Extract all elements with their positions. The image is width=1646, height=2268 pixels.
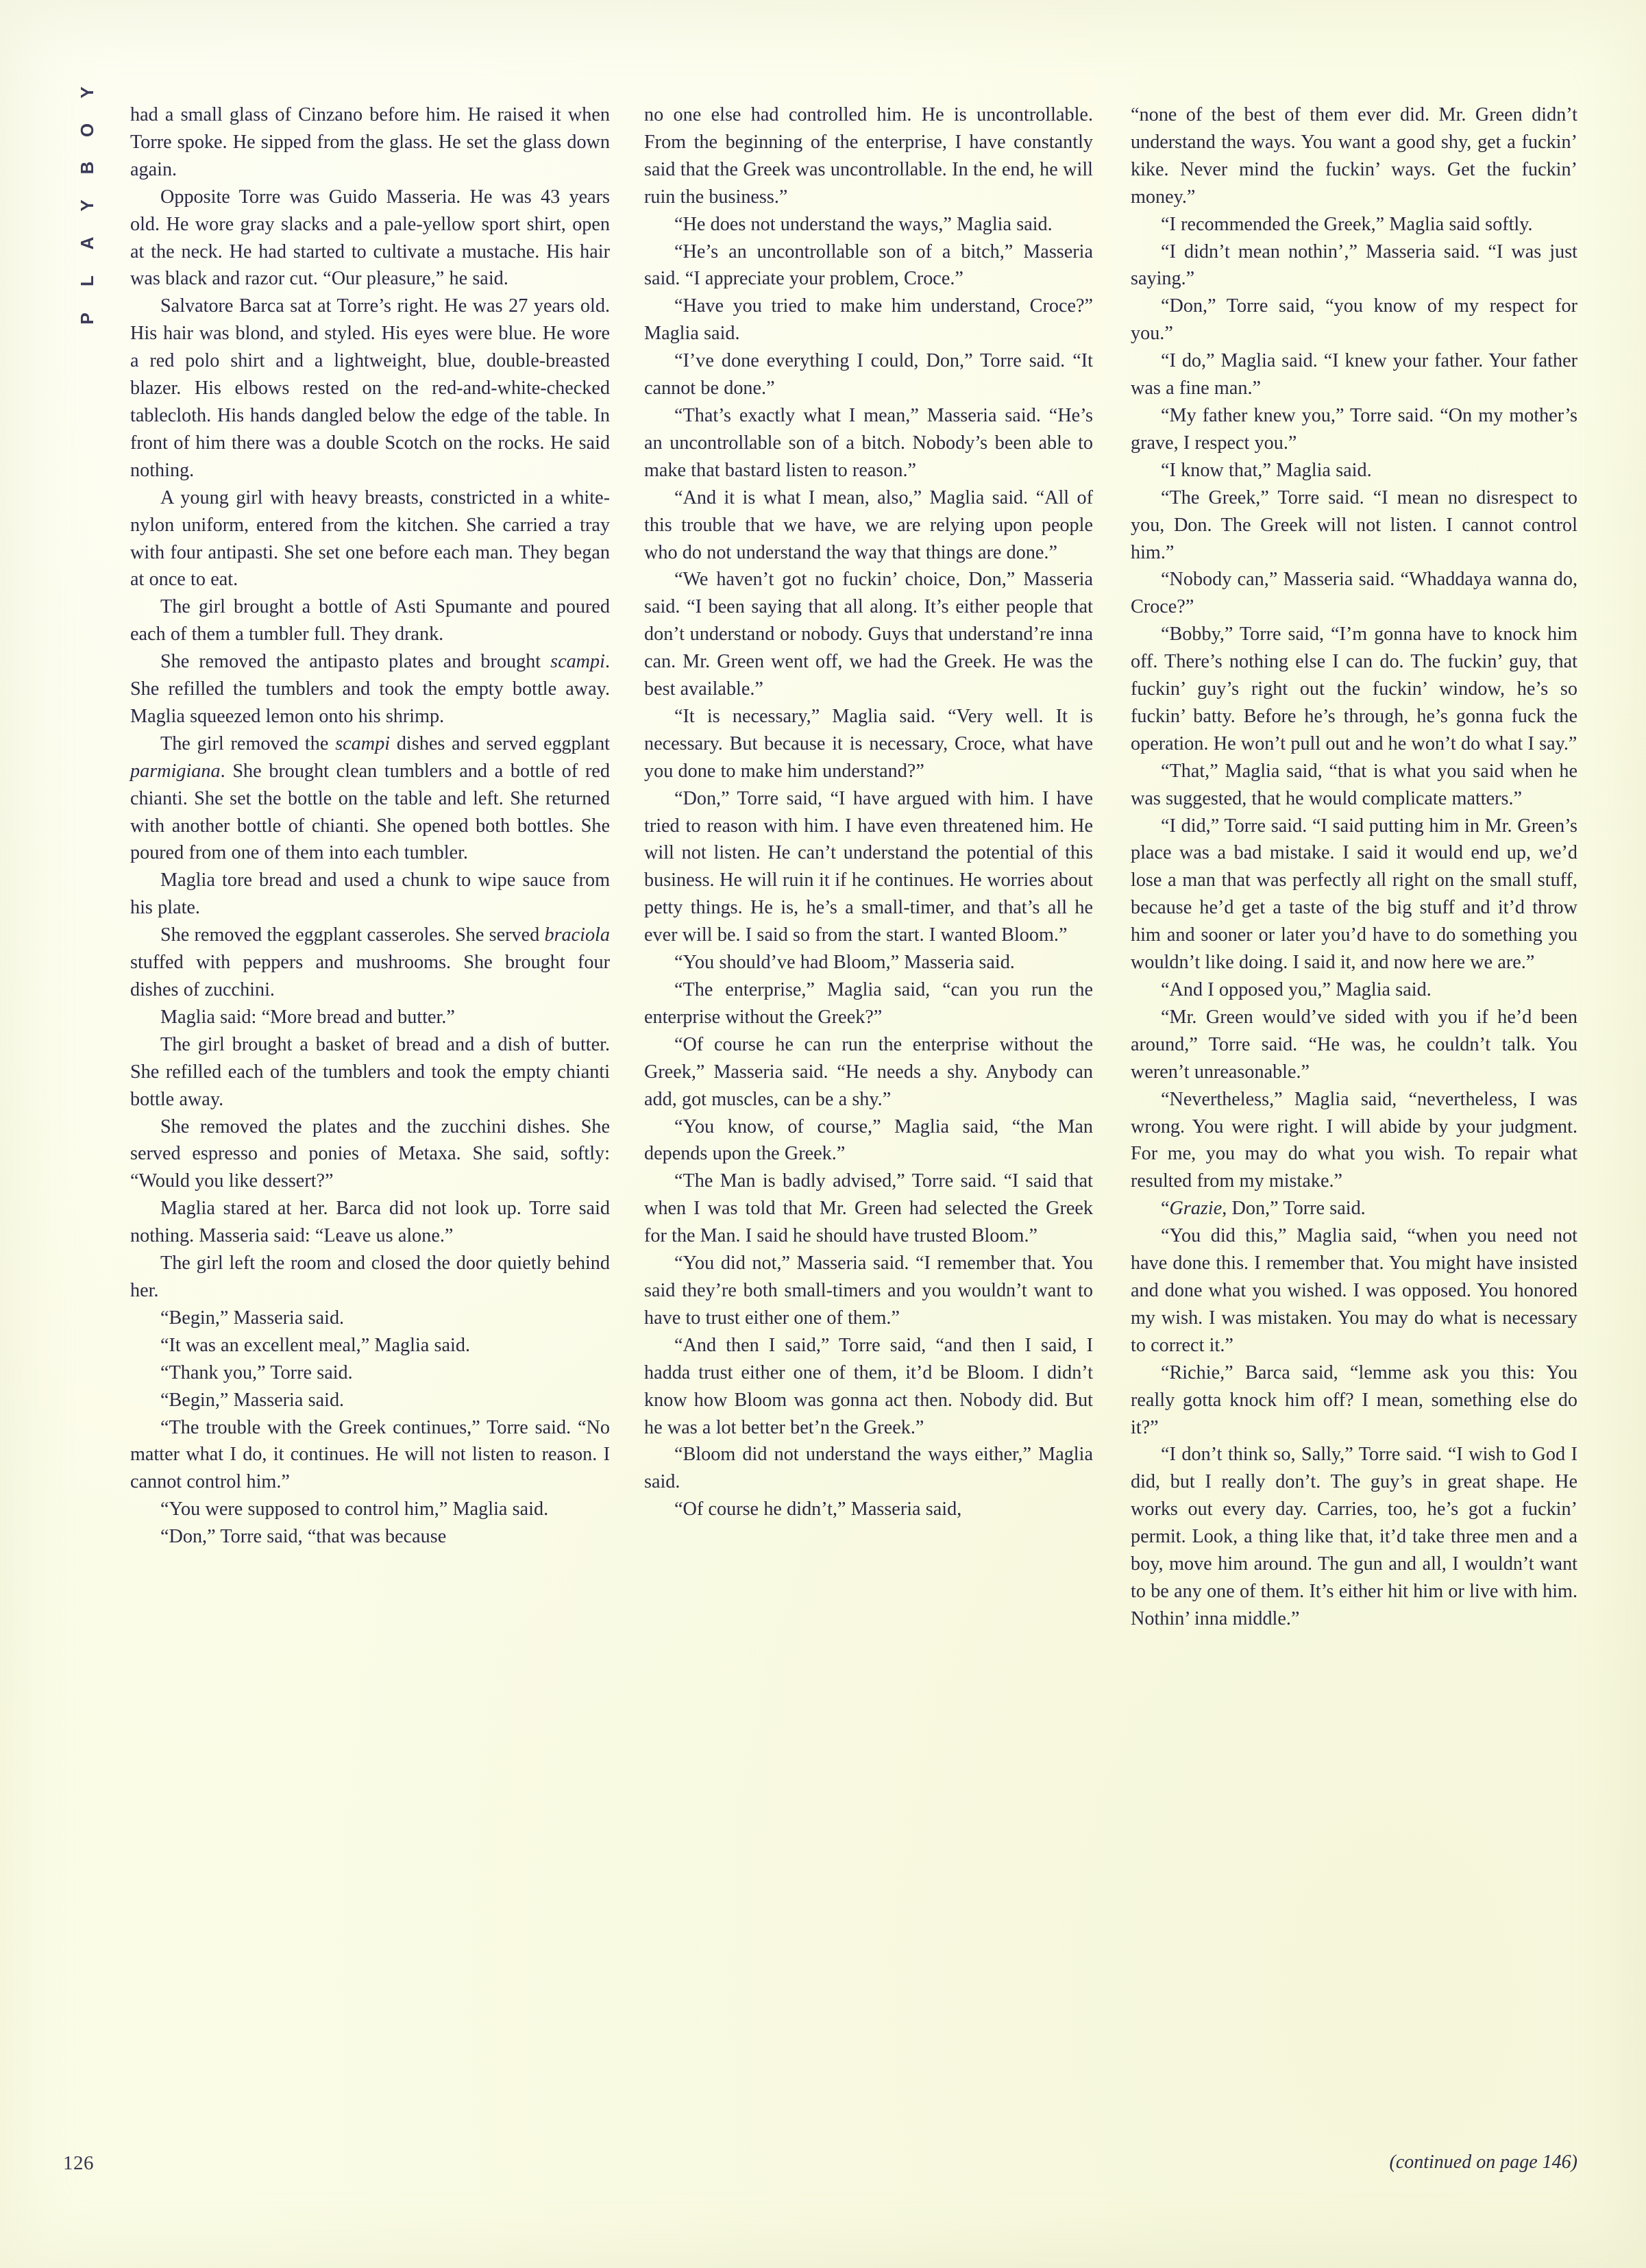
body-paragraph: “Don,” Torre said, “you know of my respect for you.” xyxy=(1131,295,1577,345)
body-paragraph: “I’ve done everything I could, Don,” Torre said. “It cannot be done.” xyxy=(644,350,1093,399)
body-paragraph: The girl brought a bottle of Asti Spumante and poured each of them a tumbler full. They drank. xyxy=(130,596,610,645)
body-paragraph: She removed the eggplant casseroles. She served braciola stuffed with peppers and mushrooms. She brought four dishes of zucchini. xyxy=(130,924,610,1000)
body-paragraph: The girl left the room and closed the door quietly behind her. xyxy=(130,1253,610,1301)
body-paragraph: “The Man is badly advised,” Torre said. “I said that when I was told that Mr. Green had selected the Greek for the Man. I said he should have trusted Bloom.” xyxy=(644,1170,1093,1247)
running-head-letter: Y xyxy=(77,199,97,212)
text-column-3 xyxy=(1131,101,1577,2160)
body-paragraph: no one else had controlled him. He is uncontrollable. From the beginning of the enterprise, I have constantly said that the Greek was uncontrollable. In the end, he will ruin the business.” xyxy=(644,104,1093,208)
body-paragraph: “Begin,” Masseria said. xyxy=(160,1389,345,1411)
body-paragraph: “I do,” Maglia said. “I knew your father. Your father was a fine man.” xyxy=(1131,350,1577,399)
body-paragraph: “You were supposed to control him,” Maglia said. xyxy=(160,1499,549,1520)
body-paragraph: “We haven’t got no fuckin’ choice, Don,” Masseria said. “I been saying that all along. It’s either people that don’t understand or nobody. Guys that understand’re inna can. Mr. Green went off, we had the Greek. He was the best available.” xyxy=(644,569,1093,700)
italic-term: scampi xyxy=(335,732,391,754)
body-paragraph: “Of course he can run the enterprise without the Greek,” Masseria said. “He needs a shy. Anybody can add, got muscles, can be a shy.” xyxy=(644,1033,1093,1110)
body-paragraph: “That’s exactly what I mean,” Masseria said. “He’s an uncontrollable son of a bitch. Nobody’s been able to make that bastard listen to reason.” xyxy=(644,404,1093,481)
body-paragraph: “Grazie, Don,” Torre said. xyxy=(1161,1198,1366,1220)
body-paragraph: “Thank you,” Torre said. xyxy=(160,1361,353,1383)
body-paragraph: “Begin,” Masseria said. xyxy=(160,1307,345,1329)
body-paragraph: “I don’t think so, Sally,” Torre said. “I wish to God I did, but I really don’t. The guy’s in great shape. He works out every day. Carries, too, he’s got a fuckin’ permit. Look, a thing like that, it’d take three men and a boy, move him around. The gun and all, I wouldn’t want to be any one of them. It’s either hit him or live with him. Nothin’ inna middle.” xyxy=(1131,1444,1577,1629)
body-paragraph: “The enterprise,” Maglia said, “can you run the enterprise without the Greek?” xyxy=(644,979,1093,1028)
running-head-letter: Y xyxy=(77,86,97,99)
body-paragraph: “Richie,” Barca said, “lemme ask you this: You really gotta knock him off? I mean, something else do it?” xyxy=(1131,1361,1577,1438)
running-head-letter: L xyxy=(77,275,97,286)
continued-note: (continued on page 146) xyxy=(1389,2152,1577,2173)
body-paragraph: “Bloom did not understand the ways either,” Maglia said. xyxy=(644,1444,1093,1493)
text-column-1 xyxy=(130,101,610,2157)
body-paragraph: “Don,” Torre said, “I have argued with him. I have tried to reason with him. I have even threatened him. He will not listen. He can’t understand the potential of this business. He will ruin it if he continues. He worries about petty things. He is, he’s a small-timer, and that’s all he ever will be. I said so from the start. I wanted Bloom.” xyxy=(644,787,1093,946)
body-paragraph: “none of the best of them ever did. Mr. Green didn’t understand the ways. You want a good shy, get a fuckin’ kike. Never mind the fuckin’ ways. Get the fuckin’ money.” xyxy=(1131,104,1577,208)
body-paragraph: “You did this,” Maglia said, “when you need not have done this. I remember that. You might have insisted and done what you wished. I was opposed. You honored my wish. I was mistaken. You may do what is necessary to correct it.” xyxy=(1131,1225,1577,1356)
body-paragraph: “The Greek,” Torre said. “I mean no disrespect to you, Don. The Greek will not listen. I cannot control him.” xyxy=(1131,486,1577,563)
running-head-letter: B xyxy=(77,161,97,175)
body-paragraph: Maglia stared at her. Barca did not look up. Torre said nothing. Masseria said: “Leave us alone.” xyxy=(130,1198,610,1247)
body-paragraph: “And it is what I mean, also,” Maglia said. “All of this trouble that we have, we are relying upon people who do not understand the way that things are done.” xyxy=(644,486,1093,563)
body-paragraph: “The trouble with the Greek continues,” Torre said. “No matter what I do, it continues. He will not listen to reason. I cannot control him.” xyxy=(130,1416,610,1493)
body-paragraph: “You know, of course,” Maglia said, “the Man depends upon the Greek.” xyxy=(644,1115,1093,1165)
body-paragraph: “Nevertheless,” Maglia said, “nevertheless, I was wrong. You were right. I will abide by your judgment. For me, you may do what you wish. To repair what resulted from my mistake.” xyxy=(1131,1088,1577,1192)
body-paragraph: “Don,” Torre said, “that was because xyxy=(160,1526,447,1548)
body-paragraph: “He does not understand the ways,” Maglia said. xyxy=(674,213,1053,235)
body-paragraph: “Have you tried to make him understand, Croce?” Maglia said. xyxy=(644,295,1093,345)
body-paragraph: “It is necessary,” Maglia said. “Very well. It is necessary. But because it is necessary, Croce, what have you done to make him understand?” xyxy=(644,705,1093,782)
body-paragraph: “And then I said,” Torre said, “and then I said, I hadda trust either one of them, it’d be Bloom. I didn’t know how Bloom was gonna act then. Nobody did. But he was a lot better bet’n the Greek.” xyxy=(644,1334,1093,1438)
page-number: 126 xyxy=(63,2152,94,2174)
body-paragraph: “I did,” Torre said. “I said putting him in Mr. Green’s place was a bad mistake. I said it would end up, we’d lose a man that was perfectly all right on the small stuff, because he’d get a taste of the big stuff and it’d throw him and sooner or later you’d have to do something you wouldn’t like doing. I said it, and now here we are.” xyxy=(1131,815,1577,974)
body-paragraph: She removed the plates and the zucchini dishes. She served espresso and ponies of Metaxa. She said, softly: “Would you like dessert?” xyxy=(130,1115,610,1192)
italic-term: scampi xyxy=(550,651,605,673)
body-paragraph: “It was an excellent meal,” Maglia said. xyxy=(160,1334,471,1356)
running-head-letter: P xyxy=(77,312,97,325)
body-paragraph: Maglia tore bread and used a chunk to wipe sauce from his plate. xyxy=(130,870,610,919)
body-paragraph: “You should’ve had Bloom,” Masseria said. xyxy=(674,952,1015,974)
italic-term: braciola xyxy=(544,924,610,946)
body-paragraph: “Bobby,” Torre said, “I’m gonna have to knock him off. There’s nothing else I can do. The fuckin’ guy, that fuckin’ guy’s right out the fuckin’ window, he’s so fuckin’ batty. Before he’s through, he’s gonna fuck the operation. He won’t pull out and he won’t do what I say.” xyxy=(1131,624,1577,754)
body-paragraph: “I didn’t mean nothin’,” Masseria said. “I was just saying.” xyxy=(1131,241,1577,290)
body-paragraph: “My father knew you,” Torre said. “On my mother’s grave, I respect you.” xyxy=(1131,404,1577,454)
body-paragraph: “Of course he didn’t,” Masseria said, xyxy=(674,1499,962,1520)
italic-term: Grazie xyxy=(1169,1198,1223,1220)
body-paragraph: “Nobody can,” Masseria said. “Whaddaya wanna do, Croce?” xyxy=(1131,569,1577,618)
body-paragraph: Salvatore Barca sat at Torre’s right. He was 27 years old. His hair was blond, and styled. His eyes were blue. He wore a red polo shirt and a lightweight, blue, double-breasted blazer. His elbows rested on the red-and-white-checked tablecloth. His hands dangled below the edge of the table. In front of him there was a double Scotch on the rocks. He said nothing. xyxy=(130,295,610,481)
running-head-letter: A xyxy=(77,236,97,250)
body-paragraph: had a small glass of Cinzano before him. He raised it when Torre spoke. He sipped from the glass. He set the glass down again. xyxy=(130,104,610,180)
body-paragraph: The girl brought a basket of bread and a dish of butter. She refilled each of the tumblers and took the empty chianti bottle away. xyxy=(130,1033,610,1110)
running-head-letter: O xyxy=(77,123,97,138)
italic-term: parmigiana xyxy=(130,760,221,782)
body-paragraph: “That,” Maglia said, “that is what you said when he was suggested, that he would complicate matters.” xyxy=(1131,760,1577,809)
body-paragraph: A young girl with heavy breasts, constricted in a white-nylon uniform, entered from the kitchen. She carried a tray with four antipasti. She set one before each man. They began at once to eat. xyxy=(130,486,610,591)
text-column-2 xyxy=(644,101,1093,2160)
body-paragraph: “And I opposed you,” Maglia said. xyxy=(1161,979,1432,1000)
body-paragraph: She removed the antipasto plates and brought scampi. She refilled the tumblers and took the empty bottle away. Maglia squeezed lemon onto his shrimp. xyxy=(130,651,610,727)
body-paragraph: The girl removed the scampi dishes and served eggplant parmigiana. She brought clean tumblers and a bottle of red chianti. She set the bottle on the table and left. She returned with another bottle of chianti. She opened both bottles. She poured from one of them into each tumbler. xyxy=(130,732,610,864)
body-paragraph: “You did not,” Masseria said. “I remember that. You said they’re both small-timers and you wouldn’t want to have to trust either one of them.” xyxy=(644,1253,1093,1329)
body-paragraph: “He’s an uncontrollable son of a bitch,” Masseria said. “I appreciate your problem, Croce.” xyxy=(644,241,1093,290)
body-paragraph: Maglia said: “More bread and butter.” xyxy=(160,1006,455,1028)
running-head-playboy xyxy=(66,84,108,371)
body-paragraph: Opposite Torre was Guido Masseria. He was 43 years old. He wore gray slacks and a pale-yellow sport shirt, open at the neck. He had started to cultivate a mustache. His hair was black and razor cut. “Our pleasure,” he said. xyxy=(130,186,610,290)
body-paragraph: “Mr. Green would’ve sided with you if he’d been around,” Torre said. “He was, he couldn’t talk. You weren’t unreasonable.” xyxy=(1131,1006,1577,1083)
body-paragraph: “I know that,” Maglia said. xyxy=(1161,459,1372,481)
body-paragraph: “I recommended the Greek,” Maglia said softly. xyxy=(1161,213,1533,235)
